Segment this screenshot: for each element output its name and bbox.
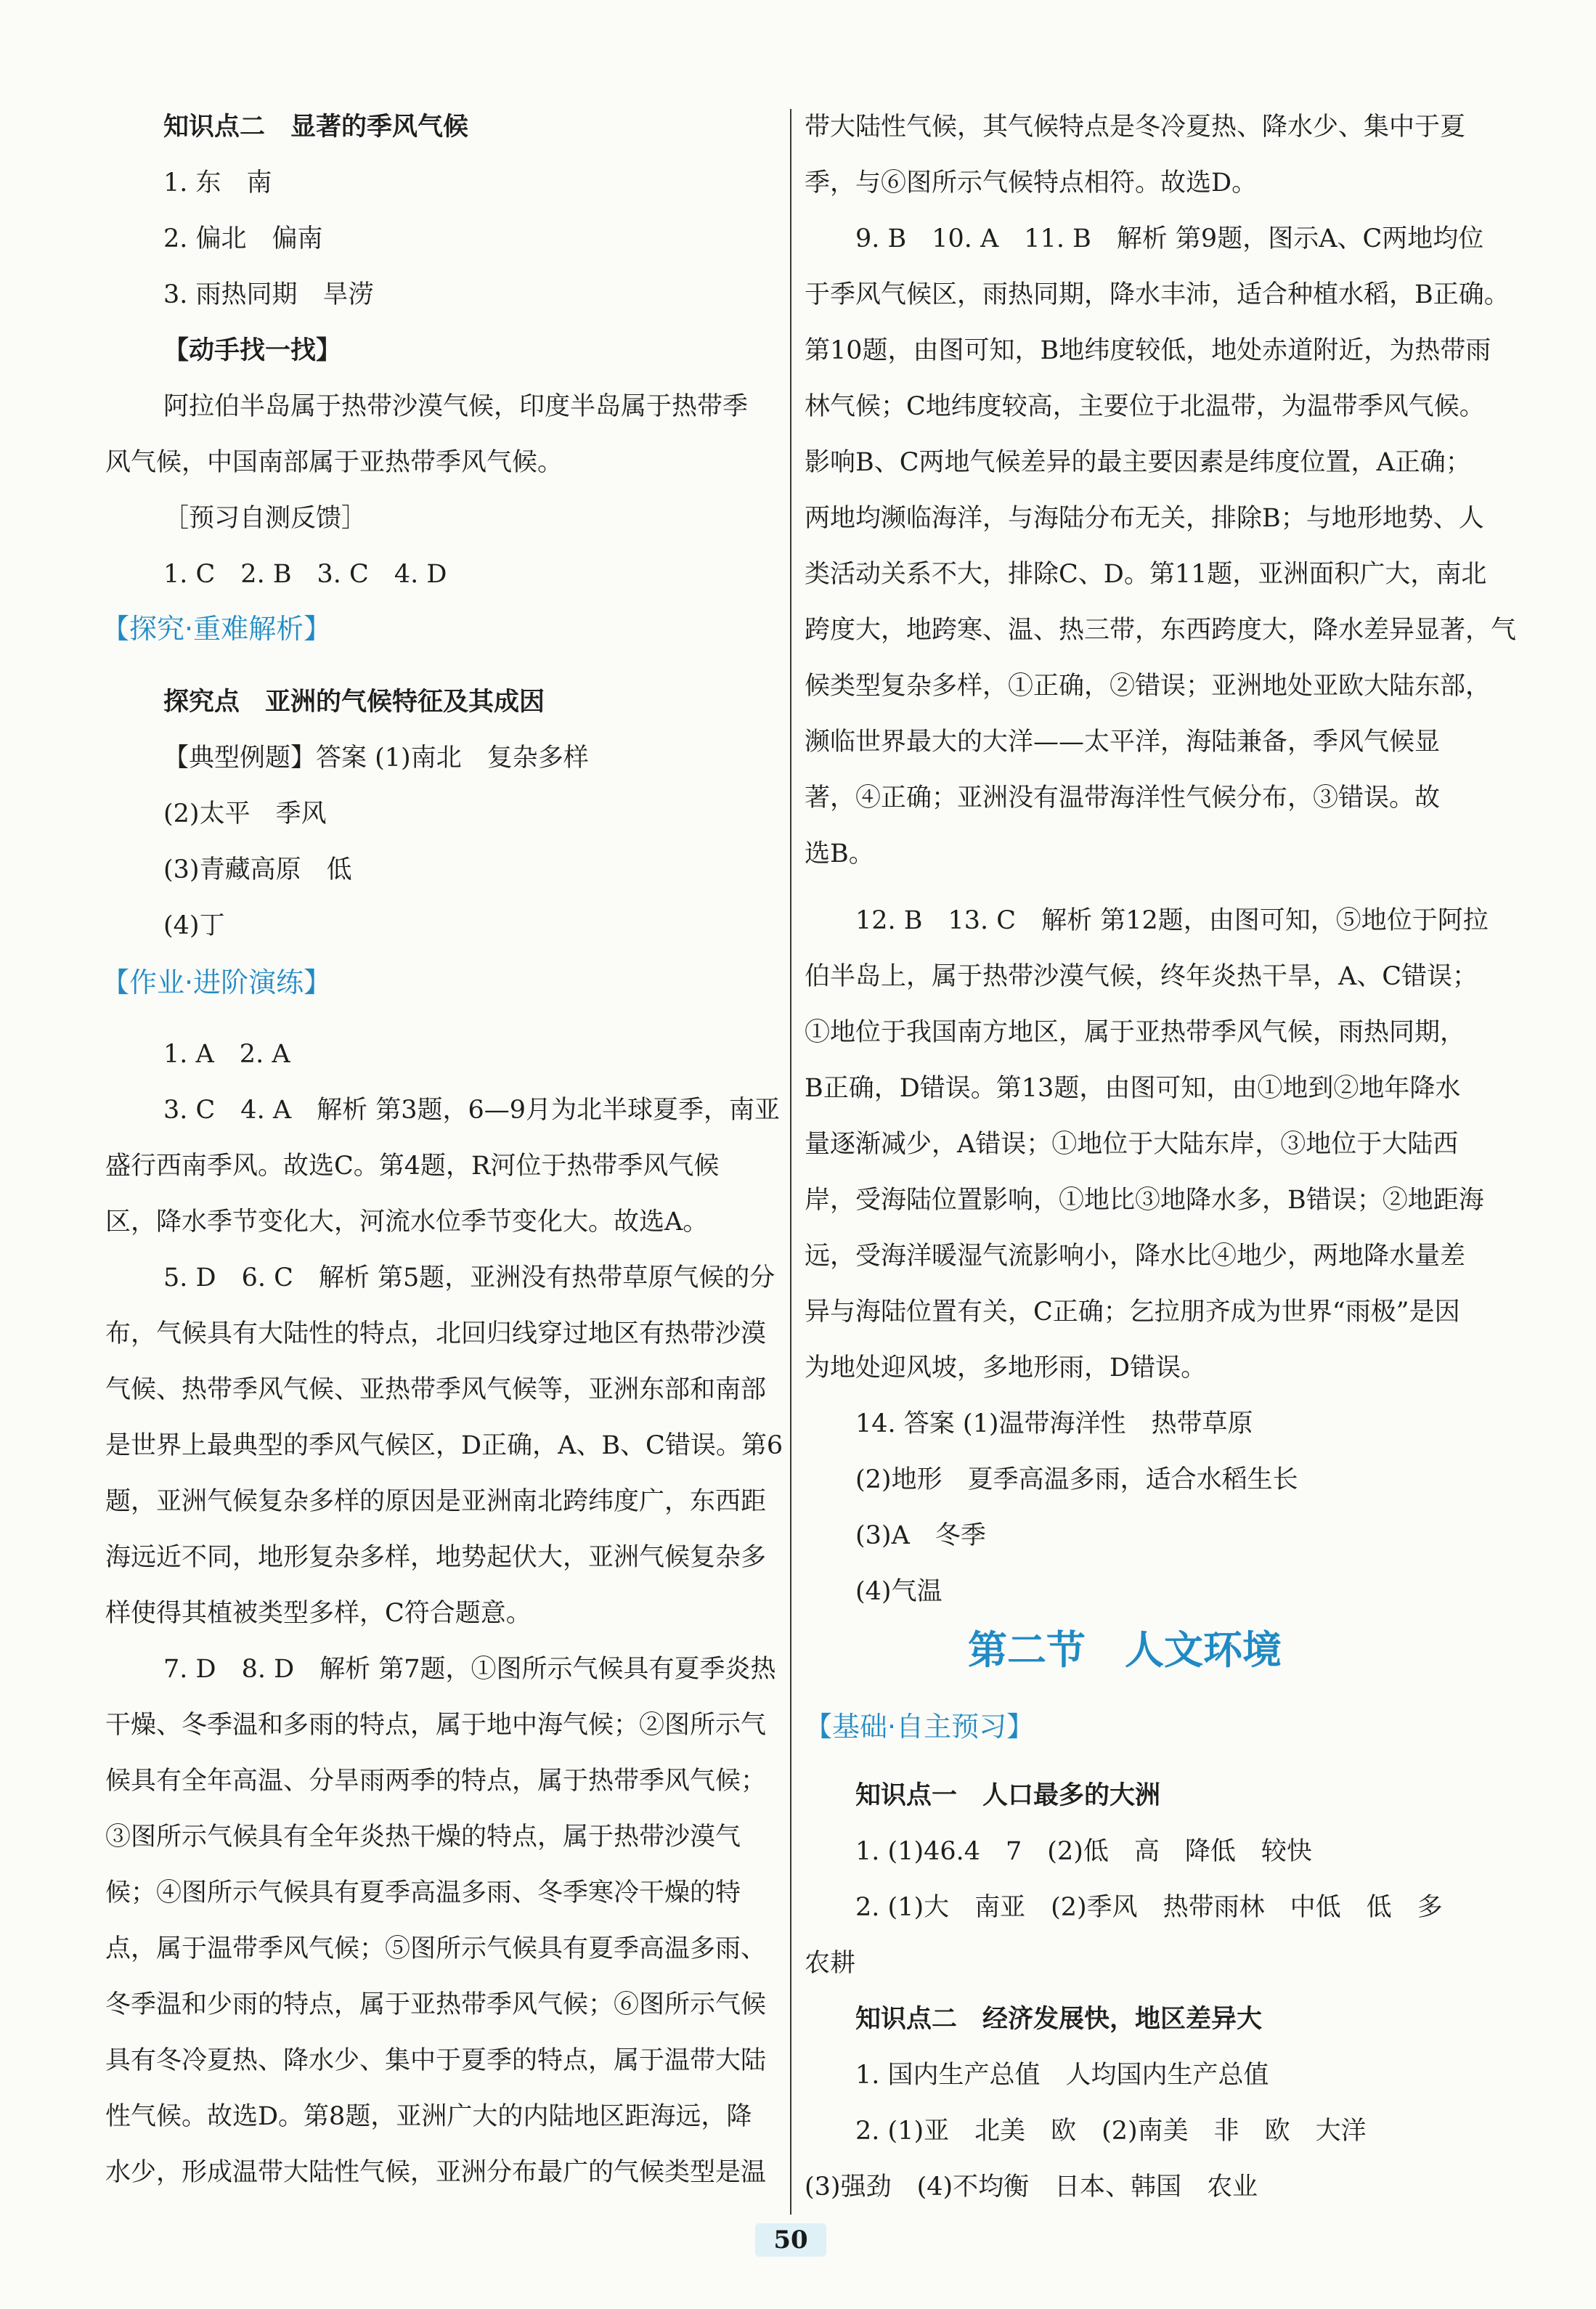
section-banner: 【基础·自主预习】 xyxy=(805,1711,1035,1743)
answer-line: (4)气温 xyxy=(855,1577,942,1606)
text-line: 区，降水季节变化大，河流水位季节变化大。故选A。 xyxy=(105,1208,709,1237)
text-line: 候类型复杂多样，①正确，②错误；亚洲地处亚欧大陆东部， xyxy=(805,672,1491,701)
section-heading: 探究点 亚洲的气候特征及其成因 xyxy=(163,688,545,717)
answer-line: 1. 国内生产总值 人均国内生产总值 xyxy=(855,2061,1269,2090)
text-line: 为地处迎风坡，多地形雨，D错误。 xyxy=(805,1353,1207,1382)
answer-line: 1. (1)46.4 7 (2)低 高 降低 较快 xyxy=(855,1837,1312,1866)
answer-line: 2. 偏北 偏南 xyxy=(163,224,323,253)
answer-line: (3)青藏高原 低 xyxy=(163,855,352,884)
text-line: 风气候，中国南部属于亚热带季风气候。 xyxy=(105,448,563,477)
answer-line: 【典型例题】答案 (1)南北 复杂多样 xyxy=(163,744,589,773)
text-line: 林气候；C地纬度较高，主要位于北温带，为温带季风气候。 xyxy=(805,392,1485,421)
text-line: 点，属于温带季风气候；⑤图所示气候具有夏季高温多雨、 xyxy=(105,1934,767,1963)
text-line: 盛行西南季风。故选C。第4题，R河位于热带季风气候 xyxy=(105,1152,720,1181)
answer-line: 2. (1)大 南亚 (2)季风 热带雨林 中低 低 多 xyxy=(855,1893,1443,1922)
text-line: 候；④图所示气候具有夏季高温多雨、冬季寒冷干燥的特 xyxy=(105,1878,741,1907)
text-line: 季，与⑥图所示气候特点相符。故选D。 xyxy=(805,168,1258,197)
answer-line: (3)强劲 (4)不均衡 日本、韩国 农业 xyxy=(805,2172,1258,2202)
answer-line: (4)丁 xyxy=(163,911,225,940)
text-line: 异与海陆位置有关，C正确；乞拉朋齐成为世界“雨极”是因 xyxy=(805,1298,1460,1327)
page-number: 50 xyxy=(755,2223,826,2257)
text-line: 题，亚洲气候复杂多样的原因是亚洲南北跨纬度广，东西距 xyxy=(105,1487,767,1516)
answer-line: (3)A 冬季 xyxy=(855,1521,986,1550)
text-line: 海远近不同，地形复杂多样，地势起伏大，亚洲气候复杂多 xyxy=(105,1543,767,1572)
answer-line: (2)太平 季风 xyxy=(163,799,327,828)
section-heading: 知识点二 经济发展快，地区差异大 xyxy=(855,2005,1263,2034)
text-line: 3. C 4. A 解析 第3题，6—9月为北半球夏季，南亚 xyxy=(163,1096,781,1125)
section-heading: 【动手找一找】 xyxy=(163,336,342,365)
text-line: 阿拉伯半岛属于热带沙漠气候，印度半岛属于热带季 xyxy=(163,392,749,421)
text-line: 类活动关系不大，排除C、D。第11题，亚洲面积广大，南北 xyxy=(805,560,1487,589)
text-line: 水少，形成温带大陆性气候，亚洲分布最广的气候类型是温 xyxy=(105,2158,767,2187)
text-line: 岸，受海陆位置影响，①地比③地降水多，B错误；②地距海 xyxy=(805,1186,1484,1215)
text-line: B正确，D错误。第13题，由图可知，由①地到②地年降水 xyxy=(805,1074,1461,1103)
section-banner: 【探究·重难解析】 xyxy=(102,613,332,645)
text-line: 著，④正确；亚洲没有温带海洋性气候分布，③错误。故 xyxy=(805,783,1441,813)
chapter-title: 第二节 人文环境 xyxy=(968,1627,1282,1673)
answer-line: 1. C 2. B 3. C 4. D xyxy=(163,560,447,589)
answer-line: 农耕 xyxy=(805,1949,856,1978)
text-line: 第10题，由图可知，B地纬度较低，地处赤道附近，为热带雨 xyxy=(805,336,1491,365)
section-heading: 知识点一 人口最多的大洲 xyxy=(855,1781,1161,1810)
column-divider xyxy=(790,109,791,2215)
text-line: 是世界上最典型的季风气候区，D正确，A、B、C错误。第6 xyxy=(105,1431,783,1460)
answer-line: 14. 答案 (1)温带海洋性 热带草原 xyxy=(855,1409,1253,1438)
text-line: 具有冬冷夏热、降水少、集中于夏季的特点，属于温带大陆 xyxy=(105,2046,767,2075)
text-line: 两地均濒临海洋，与海陆分布无关，排除B；与地形地势、人 xyxy=(805,504,1484,533)
text-line: 9. B 10. A 11. B 解析 第9题，图示A、C两地均位 xyxy=(855,224,1484,253)
text-line: 跨度大，地跨寒、温、热三带，东西跨度大，降水差异显著，气 xyxy=(805,616,1517,645)
answer-line: 2. (1)亚 北美 欧 (2)南美 非 欧 大洋 xyxy=(855,2117,1367,2146)
text-line: 12. B 13. C 解析 第12题，由图可知，⑤地位于阿拉 xyxy=(855,906,1489,935)
text-line: 候具有全年高温、分旱雨两季的特点，属于热带季风气候； xyxy=(105,1767,767,1796)
text-line: 布，气候具有大陆性的特点，北回归线穿过地区有热带沙漠 xyxy=(105,1319,767,1348)
text-line: ①地位于我国南方地区，属于亚热带季风气候，雨热同期， xyxy=(805,1018,1466,1047)
section-heading: 知识点二 显著的季风气候 xyxy=(163,113,469,142)
text-line: 选B。 xyxy=(805,839,874,868)
text-line: 性气候。故选D。第8题，亚洲广大的内陆地区距海远，降 xyxy=(105,2102,752,2131)
text-line: 5. D 6. C 解析 第5题，亚洲没有热带草原气候的分 xyxy=(163,1263,775,1292)
text-line: 于季风气候区，雨热同期，降水丰沛，适合种植水稻，B正确。 xyxy=(805,280,1510,309)
section-heading: ［预习自测反馈］ xyxy=(163,504,367,533)
answer-line: 3. 雨热同期 旱涝 xyxy=(163,280,374,309)
text-line: 干燥、冬季温和多雨的特点，属于地中海气候；②图所示气 xyxy=(105,1711,767,1740)
text-line: 伯半岛上，属于热带沙漠气候，终年炎热干旱，A、C错误； xyxy=(805,962,1478,991)
text-line: 气候、热带季风气候、亚热带季风气候等，亚洲东部和南部 xyxy=(105,1375,767,1404)
answer-line: 1. 东 南 xyxy=(163,168,272,197)
text-line: 7. D 8. D 解析 第7题，①图所示气候具有夏季炎热 xyxy=(163,1655,776,1684)
text-line: 濒临世界最大的大洋——太平洋，海陆兼备，季风气候显 xyxy=(805,728,1441,757)
section-banner: 【作业·进阶演练】 xyxy=(102,966,332,998)
text-line: 带大陆性气候，其气候特点是冬冷夏热、降水少、集中于夏 xyxy=(805,113,1466,142)
answer-line: (2)地形 夏季高温多雨，适合水稻生长 xyxy=(855,1465,1298,1494)
text-line: ③图所示气候具有全年炎热干燥的特点，属于热带沙漠气 xyxy=(105,1823,741,1852)
answer-line: 1. A 2. A xyxy=(163,1040,290,1069)
text-line: 冬季温和少雨的特点，属于亚热带季风气候；⑥图所示气候 xyxy=(105,1990,767,2019)
text-line: 远，受海洋暖湿气流影响小，降水比④地少，两地降水量差 xyxy=(805,1242,1466,1271)
text-line: 影响B、C两地气候差异的最主要因素是纬度位置，A正确； xyxy=(805,448,1471,477)
text-line: 量逐渐减少，A错误；①地位于大陆东岸，③地位于大陆西 xyxy=(805,1130,1459,1159)
text-line: 样使得其植被类型多样，C符合题意。 xyxy=(105,1599,532,1628)
